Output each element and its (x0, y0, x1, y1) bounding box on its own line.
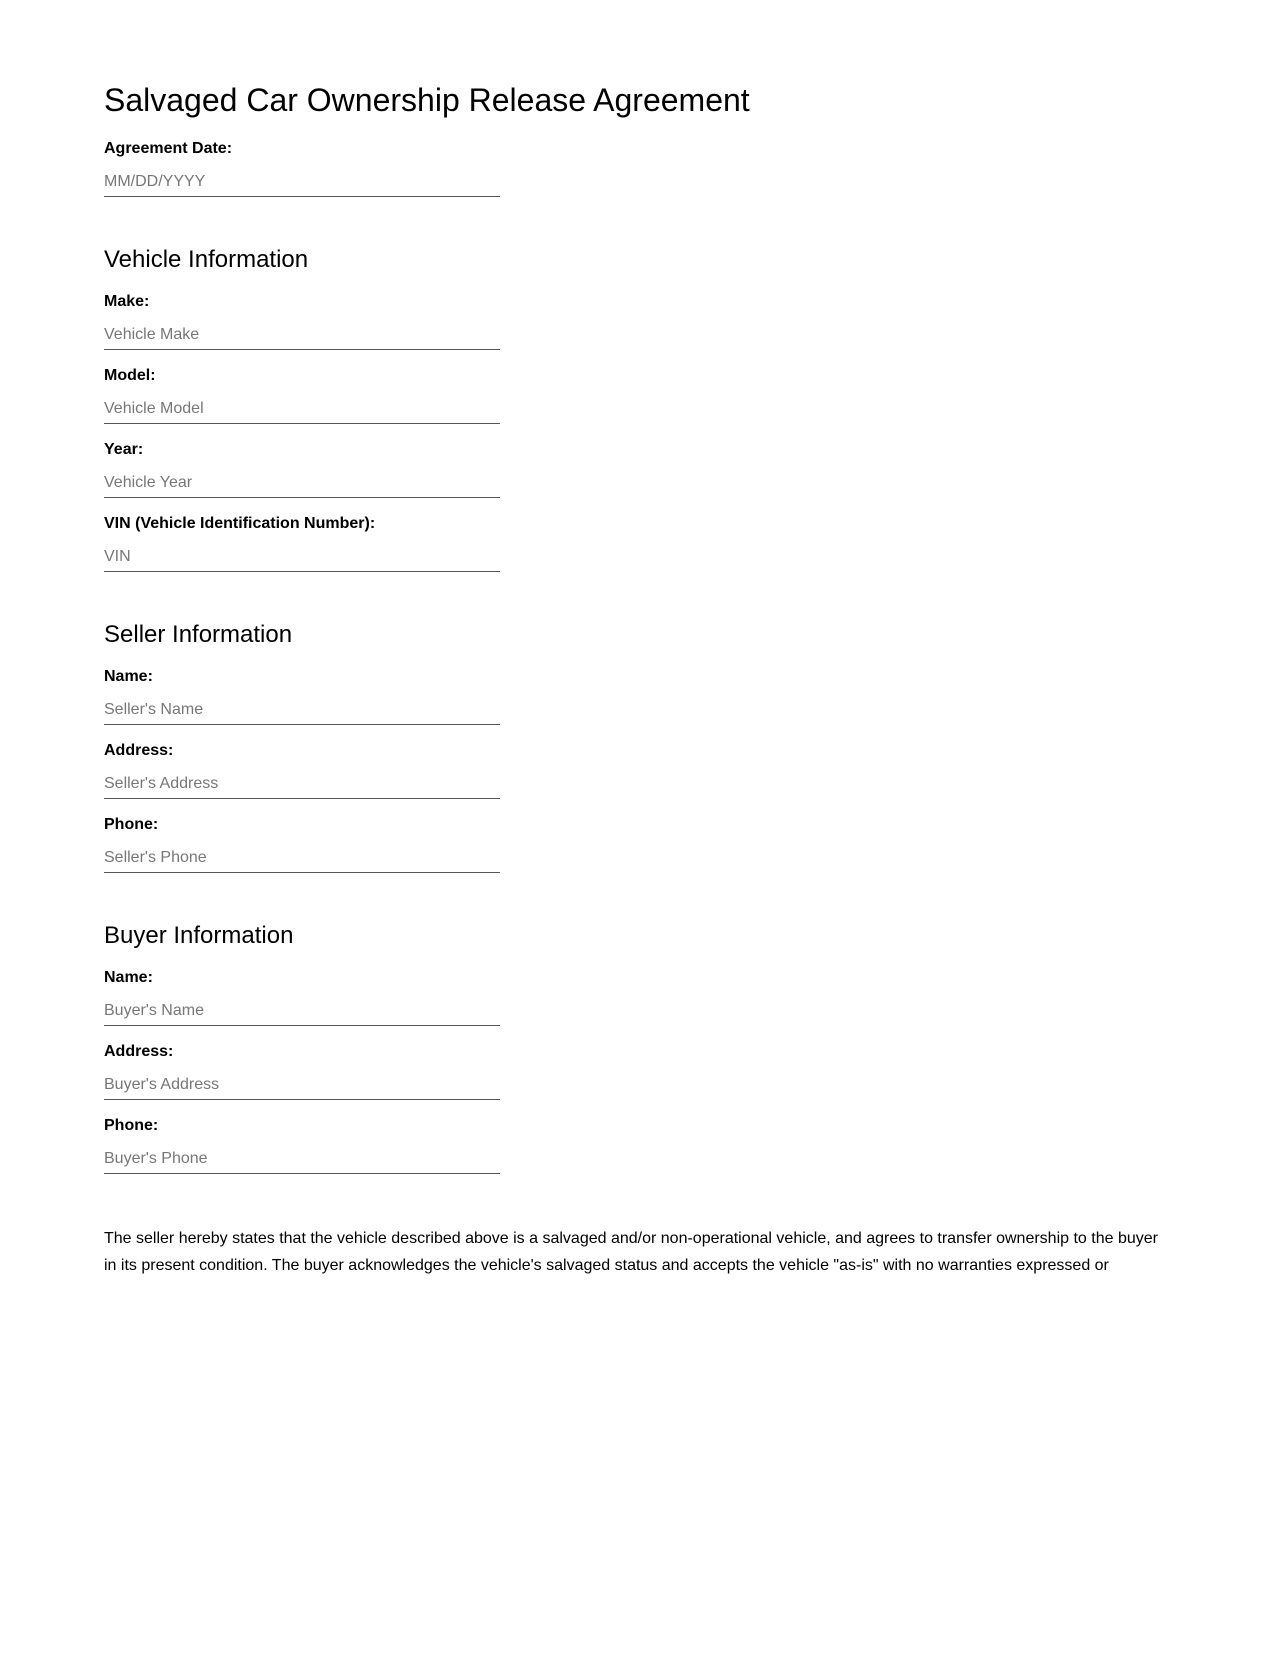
seller-address-input[interactable] (104, 769, 500, 799)
agreement-date-label: Agreement Date: (104, 140, 233, 157)
seller-phone-label: Phone: (104, 816, 159, 833)
vehicle-model-input[interactable] (104, 394, 500, 424)
vehicle-year-label: Year: (104, 441, 144, 458)
buyer-phone-label: Phone: (104, 1117, 159, 1134)
vehicle-year-input[interactable] (104, 468, 500, 498)
vehicle-model-label: Model: (104, 367, 156, 384)
seller-address-label: Address: (104, 742, 174, 759)
buyer-address-label: Address: (104, 1043, 174, 1060)
seller-phone-input[interactable] (104, 843, 500, 873)
buyer-phone-input[interactable] (104, 1144, 500, 1174)
buyer-address-input[interactable] (104, 1070, 500, 1100)
buyer-phone-field (104, 1116, 500, 1174)
seller-name-input[interactable] (104, 695, 500, 725)
seller-name-label: Name: (104, 668, 153, 685)
buyer-information-heading: Buyer Information (104, 922, 294, 949)
vehicle-vin-label: VIN (Vehicle Identification Number): (104, 515, 376, 532)
vehicle-model-field (104, 366, 500, 424)
seller-information-heading: Seller Information (104, 621, 293, 648)
buyer-name-field (104, 968, 500, 1026)
buyer-name-label: Name: (104, 969, 153, 986)
vehicle-make-input[interactable] (104, 320, 500, 350)
vehicle-vin-input[interactable] (104, 542, 500, 572)
seller-name-field (104, 667, 500, 725)
vehicle-year-field (104, 440, 500, 498)
agreement-date-input[interactable] (104, 167, 500, 197)
seller-phone-field (104, 815, 500, 873)
seller-address-field (104, 741, 500, 799)
page-title: Salvaged Car Ownership Release Agreement (104, 82, 750, 118)
vehicle-information-heading: Vehicle Information (104, 246, 309, 273)
agreement-terms-text: The seller hereby states that the vehicle described above is a salvaged and/or non-operational vehicle, and agrees to transfer ownership to the buyer in its present condition. The buyer acknowledges the vehicle's salvaged status and accepts the vehicle "as-is" with no warranties expressed or (104, 1230, 1158, 1274)
agreement-date-field (104, 139, 500, 197)
buyer-name-input[interactable] (104, 996, 500, 1026)
vehicle-make-field (104, 292, 500, 350)
vehicle-vin-field (104, 514, 500, 572)
buyer-address-field (104, 1042, 500, 1100)
vehicle-make-label: Make: (104, 293, 150, 310)
